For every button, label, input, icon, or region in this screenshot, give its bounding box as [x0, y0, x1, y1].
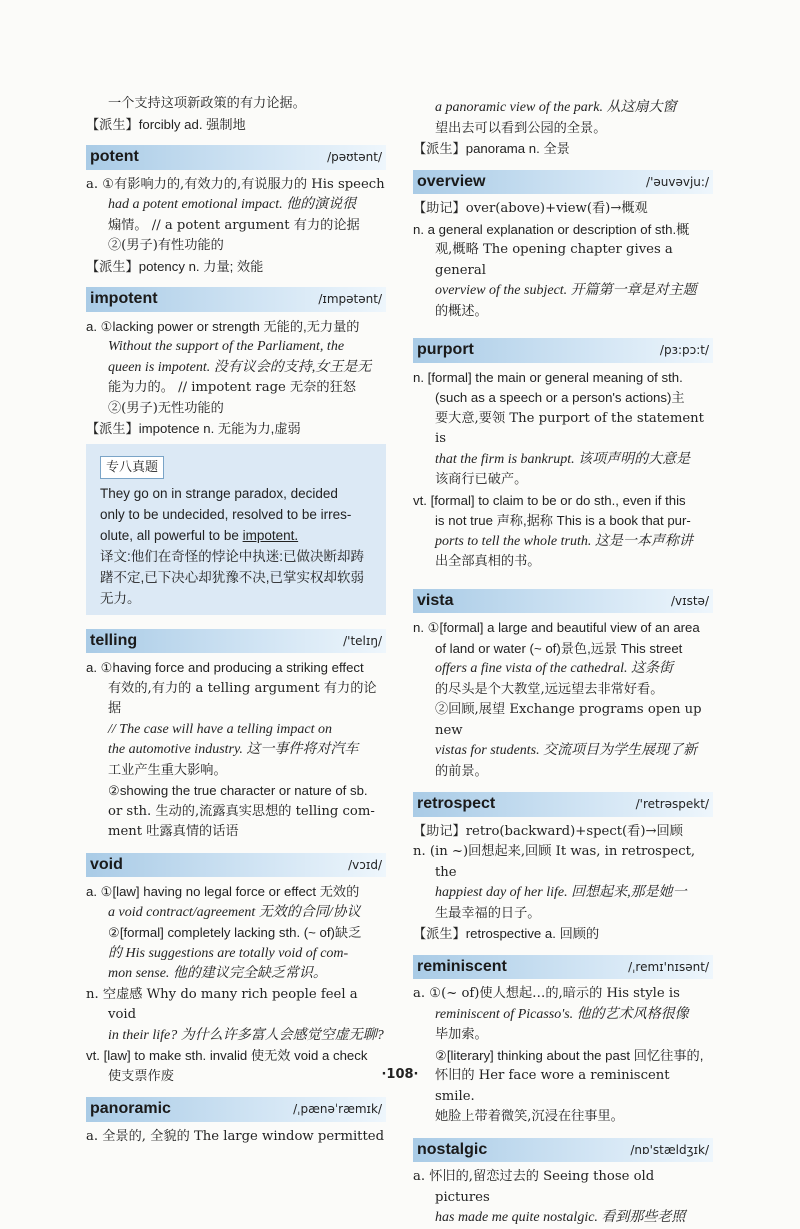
phonetic: /pɜ:pɔ:t/ [659, 343, 709, 357]
phonetic: /ˌpænəˈræmɪk/ [293, 1102, 382, 1116]
derivation: 【派生】impotence n. 无能为力,虚弱 [86, 421, 301, 436]
definition-line: (such as a speech or a person's actions)主 [435, 390, 685, 405]
entry-header-nostalgic [413, 1138, 713, 1163]
derivation: 【派生】panorama n. 全景 [413, 141, 570, 156]
example-line: 怀旧的 Her face wore a reminiscent smile. [435, 1068, 670, 1104]
headword: telling [90, 631, 138, 649]
definition-line: is not true 声称,据称 This is a book that pur- [435, 513, 691, 528]
quote-line [100, 525, 376, 546]
definition-line: vt. [formal] to claim to be or do sth., even if this [413, 492, 686, 508]
headword: vista [417, 591, 454, 609]
definition-line: ②[literary] thinking about the past 回忆往事的, [435, 1047, 704, 1063]
continued-line: 望出去可以看到公园的全景。 [435, 120, 607, 136]
example-line: had a potent emotional impact. 他的演说很 [108, 197, 357, 212]
entry-header-panoramic [86, 1097, 386, 1122]
exam-question-box [86, 444, 386, 615]
mnemonic: 【助记】retro(backward)+spect(看)→回顾 [413, 823, 683, 839]
exam-label: 专八真题 [100, 456, 164, 479]
example-line: 毕加索。 [435, 1027, 488, 1042]
example-line: a void contract/agreement 无效的合同/协议 [108, 904, 361, 920]
headword: panoramic [90, 1100, 171, 1117]
example-line: ment 吐露真情的话语 [108, 824, 239, 839]
headword: nostalgic [417, 1140, 488, 1158]
example-line: 她脸上带着微笑,沉浸在往事里。 [435, 1109, 624, 1124]
continued-line: 一个支持这项新政策的有力论据。 [108, 96, 306, 111]
example-line: that the firm is bankrupt. 该项声明的大意是 [435, 451, 691, 467]
page-number: ·108· [381, 1067, 419, 1082]
entry-header-vista [413, 589, 713, 614]
example-line: overview of the subject. 开篇第一章是对主题 [435, 283, 697, 298]
derivation: 【派生】retrospective a. 回顾的 [413, 926, 600, 941]
definition-line: n. 空虚感 Why do many rich people feel a void [86, 986, 358, 1022]
definition-line: ②回顾,展望 Exchange programs open up new [435, 702, 702, 738]
underlined-keyword: impotent. [242, 527, 299, 543]
definition-line: ②[formal] completely lacking sth. (~ of)缺乏 [108, 925, 362, 940]
translation-line: 无力。 [100, 590, 141, 606]
phonetic: /'retrəspekt/ [635, 797, 709, 811]
example-line: 出全部真相的书。 [435, 554, 541, 569]
example-line: Without the support of the Parliament, the [108, 339, 345, 354]
example-line: mon sense. 他的建议完全缺乏常识。 [108, 966, 327, 981]
mnemonic: 【助记】over(above)+view(看)→概观 [413, 201, 648, 216]
example-line: queen is impotent. 没有议会的支持,女王是无 [108, 359, 372, 375]
headword: purport [417, 341, 474, 358]
example-line: 工业产生重大影响。 [108, 762, 227, 778]
example-line: 能为力的。 // impotent rage 无奈的狂怒 [108, 380, 356, 395]
example-line: 该商行已破产。 [435, 472, 528, 487]
headword: reminiscent [417, 957, 507, 975]
definition-line: or sth. 生动的,流露真实思想的 telling com- [108, 803, 375, 819]
headword: void [90, 855, 123, 873]
entry-header-telling [86, 629, 386, 654]
phonetic: /vɔɪd/ [348, 857, 382, 872]
entry-header-overview [413, 170, 713, 195]
translation-line: 躇不定,已下决心却犹豫不决,已掌实权却软弱 [100, 569, 365, 585]
definition-line: a. ①having force and producing a striking effect [86, 660, 364, 675]
example-line: in their life? 为什么许多富人会感觉空虚无聊? [108, 1027, 384, 1043]
definition-line: ②showing the true character or nature of sb. [108, 783, 368, 798]
definition-line: of land or water (~ of)景色,远景 This street [435, 640, 683, 656]
example-line: 的概述。 [435, 303, 488, 319]
entry-header-purport [413, 338, 713, 363]
example-line: 观,概略 The opening chapter gives a general [435, 242, 673, 278]
definition-line: a. 怀旧的,留恋过去的 Seeing those old pictures [413, 1169, 655, 1205]
definition-line: vt. [law] to make sth. invalid 使无效 void a check [86, 1048, 368, 1063]
example-line: happiest day of her life. 回想起来,那是她一 [435, 885, 687, 900]
example-line: 使支票作废 [108, 1068, 174, 1084]
example-line: vistas for students. 交流项目为学生展现了新 [435, 743, 698, 758]
definition-line: n. a general explanation or description of sth.概 [413, 221, 690, 237]
phonetic: /nɒ'stældʒɪk/ [630, 1142, 709, 1157]
quote-line: They go on in strange paradox, decided [100, 485, 338, 501]
definition-line: n. ①[formal] a large and beautiful view of an area [413, 620, 700, 635]
definition-line: a. ①有影响力的,有效力的,有说服力的 His speech [86, 176, 385, 192]
example-line: reminiscent of Picasso's. 他的艺术风格很像 [435, 1006, 689, 1022]
headword: overview [417, 172, 486, 190]
definition-line: a. ①[law] having no legal force or effect 无效的 [86, 884, 360, 899]
derivation: 【派生】forcibly ad. 强制地 [86, 116, 246, 132]
headword: retrospect [417, 795, 496, 812]
headword: impotent [90, 290, 158, 307]
right-column [413, 98, 713, 1229]
example-line: 的前景。 [435, 763, 488, 779]
definition-line: 有效的,有力的 a telling argument 有力的论据 [108, 680, 377, 716]
definition-line: a. 全景的, 全貌的 The large window permitted [86, 1128, 385, 1144]
example-line: 生最幸福的日子。 [435, 905, 541, 921]
headword: potent [90, 148, 139, 165]
phonetic: /ˌremɪ'nɪsənt/ [628, 959, 709, 974]
definition-line: n. (in ~)回想起来,回顾 It was, in retrospect, the [413, 844, 696, 880]
example-line: 煽情。 // a potent argument 有力的论据 [108, 217, 360, 233]
example-line: offers a fine vista of the cathedral. 这条街 [435, 661, 673, 676]
example-line: 的 His suggestions are totally void of com- [108, 945, 349, 961]
entry-header-impotent [86, 287, 386, 312]
example-line: has made me quite nostalgic. 看到那些老照 [435, 1210, 686, 1225]
derivation: 【派生】potency n. 力量; 效能 [86, 258, 264, 274]
continued-line: a panoramic view of the park. 从这扇大窗 [435, 100, 677, 115]
translation-line: 译文:他们在奇怪的悖论中执迷:已做决断却踌 [100, 548, 365, 564]
example-line: 的尽头是个大教堂,远远望去非常好看。 [435, 681, 664, 697]
quote-text: olute, all powerful to be [100, 527, 243, 543]
phonetic: /vɪstə/ [671, 593, 709, 608]
definition-line: n. [formal] the main or general meaning of sth. [413, 369, 683, 385]
definition-line: a. ①(~ of)使人想起…的,暗示的 His style is [413, 986, 680, 1001]
entry-header-retrospect [413, 792, 713, 817]
definition-line: a. ①lacking power or strength 无能的,无力量的 [86, 318, 360, 334]
phonetic: /pəʊtənt/ [327, 150, 382, 164]
entry-header-reminiscent [413, 955, 713, 980]
example-line: // The case will have a telling impact on [108, 721, 332, 737]
phonetic: /ɪmpətənt/ [318, 292, 382, 306]
example-line: the automotive industry. 这一事件将对汽车 [108, 742, 359, 757]
definition-line: ②(男子)有性功能的 [108, 238, 224, 253]
definition-line: ②(男子)无性功能的 [108, 400, 224, 416]
example-line: ports to tell the whole truth. 这是一本声称讲 [435, 533, 693, 549]
phonetic: /'telɪŋ/ [343, 633, 382, 648]
phonetic: /'əuvəvju:/ [646, 174, 709, 189]
entry-header-potent [86, 145, 386, 170]
example-line: 要大意,要领 The purport of the statement is [435, 410, 704, 446]
left-column [86, 94, 386, 1147]
entry-header-void [86, 853, 386, 878]
quote-line: only to be undecided, resolved to be irres- [100, 506, 352, 522]
